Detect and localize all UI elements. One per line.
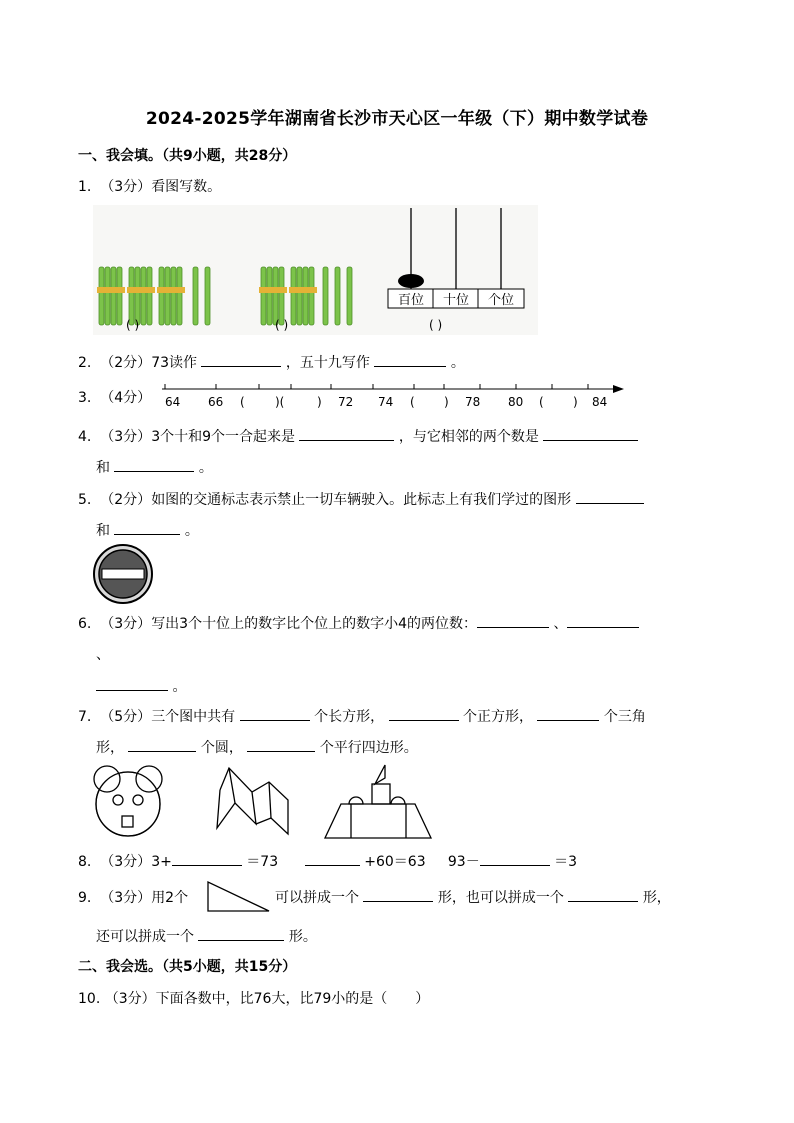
answer-blank[interactable] [201, 352, 281, 367]
q8-text-e: ＝3 [554, 854, 578, 870]
bear-face [94, 766, 162, 836]
question-3 [78, 387, 151, 407]
answer-blank[interactable] [114, 457, 194, 472]
answer-blank[interactable] [240, 706, 310, 721]
q8-text-d: 93－ [447, 854, 480, 870]
answer-blank[interactable] [114, 520, 180, 535]
q3-number: 3. [78, 390, 92, 406]
single-sticks [323, 267, 352, 325]
q9-text-d: 形， [642, 890, 671, 906]
q4-text-a: 3个十和9个一合起来是 [151, 429, 296, 445]
question-6 [78, 613, 639, 633]
q5-score: （2分） [100, 492, 152, 508]
answer-blank[interactable] [480, 851, 550, 866]
question-2 [78, 352, 465, 372]
tick-label: )( [275, 395, 285, 409]
question-10 [78, 988, 429, 1008]
q9-text-e: 还可以拼成一个 [96, 929, 194, 945]
tick-label: 78 [465, 395, 481, 409]
stick-bundle [157, 267, 185, 325]
answer-blank[interactable] [477, 613, 549, 628]
q4-end: 。 [198, 460, 213, 476]
question-1 [78, 176, 221, 196]
q7-text-d: 个三角 [603, 709, 646, 725]
q6-score: （3分） [100, 616, 152, 632]
answer-blank[interactable] [172, 851, 242, 866]
answer-blank[interactable] [247, 737, 315, 752]
q4-score: （3分） [100, 429, 152, 445]
question-4-line2 [96, 457, 213, 477]
tick-label: 74 [378, 395, 394, 409]
q3-score: （4分） [100, 390, 152, 406]
answer-blank[interactable] [576, 489, 644, 504]
tick-label: ) [573, 395, 578, 409]
section-1-heading: 一、我会填。（共9小题，共28分） [78, 148, 297, 164]
q8-score: （3分） [100, 854, 152, 870]
q7-figures [93, 762, 438, 842]
q7-text-g: 个平行四边形。 [319, 740, 418, 756]
answer-blank[interactable] [299, 426, 394, 441]
stick-bundle [289, 267, 317, 325]
no-entry-sign [92, 543, 154, 605]
answer-blank[interactable] [568, 887, 638, 902]
question-9-cont [275, 887, 671, 907]
q2-number: 2. [78, 355, 92, 371]
q5-text-c: 和 [96, 523, 110, 539]
q7-number: 7. [78, 709, 92, 725]
question-8 [78, 851, 577, 871]
q7-text-c: 个正方形， [463, 709, 533, 725]
q1-text: 看图写数。 [151, 179, 222, 195]
tick-label: 84 [592, 395, 608, 409]
tick-label: 64 [165, 395, 181, 409]
q7-text-a: 三个图中共有 [151, 709, 236, 725]
q7-text-e: 形， [96, 740, 124, 756]
tick-label: ( [539, 395, 544, 409]
answer-blank[interactable] [363, 887, 433, 902]
q4-number: 4. [78, 429, 92, 445]
question-4 [78, 426, 638, 446]
abacus-bead [398, 274, 424, 288]
q5-text-a: 如图的交通标志表示禁止一切车辆驶入。此标志上有我们学过的图形 [151, 492, 572, 508]
q6-end: 。 [172, 679, 187, 695]
q4-text-c: 和 [96, 460, 110, 476]
stick-bundle [127, 267, 155, 325]
q9-text-f: 形。 [288, 929, 317, 945]
q1-answer-paren-2: ( ) [275, 318, 289, 332]
answer-blank[interactable] [374, 352, 446, 367]
q9-score: （3分） [100, 890, 152, 906]
tick-label: ( [410, 395, 415, 409]
page-title: 2024-2025学年湖南省长沙市天心区一年级（下）期中数学试卷 [145, 109, 649, 129]
tick-label: ) [444, 395, 449, 409]
q10-text: 下面各数中，比76大，比79小的是（ ） [155, 991, 430, 1007]
question-5-line2 [96, 520, 199, 540]
q9-text-c: 形，也可以拼成一个 [437, 890, 564, 906]
q2-text-b: ，五十九写作 [285, 355, 370, 371]
q8-number: 8. [78, 854, 92, 870]
q10-score: （3分） [104, 991, 156, 1007]
tick-label: 66 [208, 395, 224, 409]
tick-label: ) [317, 395, 322, 409]
q8-text-c: +60＝63 [364, 854, 426, 870]
q9-text-b: 可以拼成一个 [275, 890, 359, 906]
q6-number: 6. [78, 616, 92, 632]
abacus-label-tens: 十位 [442, 293, 470, 308]
number-line [158, 380, 628, 412]
stick-bundle [259, 267, 287, 325]
folded-parallelograms [217, 768, 288, 834]
answer-blank[interactable] [543, 426, 638, 441]
answer-blank[interactable] [305, 851, 360, 866]
question-7 [78, 706, 646, 726]
question-9-line2 [96, 926, 317, 946]
q2-score: （2分） [100, 355, 152, 371]
q2-text-a: 73读作 [151, 355, 198, 371]
q10-number: 10. [78, 991, 101, 1007]
q7-text-f: 个圆， [200, 740, 243, 756]
q4-text-b: ，与它相邻的两个数是 [398, 429, 539, 445]
tick-label: ( [240, 395, 245, 409]
q2-end: 。 [450, 355, 465, 371]
q5-end: 。 [184, 523, 199, 539]
question-7-line2 [96, 737, 418, 757]
q1-figure [93, 205, 538, 335]
section-2-heading: 二、我会选。（共5小题，共15分） [78, 959, 297, 975]
q1-answer-paren-3: ( ) [429, 318, 443, 332]
q6-separator-2: 、 [96, 647, 110, 663]
question-9 [78, 887, 188, 907]
q8-text-a: 3+ [151, 854, 172, 870]
right-triangle-icon [206, 880, 272, 914]
q7-text-b: 个长方形， [314, 709, 385, 725]
answer-blank[interactable] [198, 926, 284, 941]
castle-shape [325, 765, 431, 838]
answer-blank[interactable] [537, 706, 599, 721]
q1-answer-paren-1: ( ) [126, 318, 140, 332]
answer-blank[interactable] [128, 737, 196, 752]
q5-number: 5. [78, 492, 92, 508]
q6-separator: 、 [553, 616, 568, 632]
q9-number: 9. [78, 890, 92, 906]
question-6-line3 [96, 676, 186, 696]
q7-score: （5分） [100, 709, 152, 725]
stick-bundle [97, 267, 125, 325]
question-5 [78, 489, 644, 509]
q1-score: （3分） [100, 179, 152, 195]
abacus-label-hundreds: 百位 [397, 293, 425, 308]
tick-label: 80 [508, 395, 524, 409]
answer-blank[interactable] [96, 676, 168, 691]
q8-text-b: ＝73 [246, 854, 279, 870]
tick-label: 72 [338, 395, 354, 409]
abacus-label-ones: 个位 [487, 293, 515, 308]
answer-blank[interactable] [567, 613, 639, 628]
q1-number: 1. [78, 179, 92, 195]
answer-blank[interactable] [389, 706, 459, 721]
q6-text-a: 写出3个十位上的数字比个位上的数字小4的两位数： [151, 616, 478, 632]
q9-text-a: 用2个 [151, 890, 189, 906]
